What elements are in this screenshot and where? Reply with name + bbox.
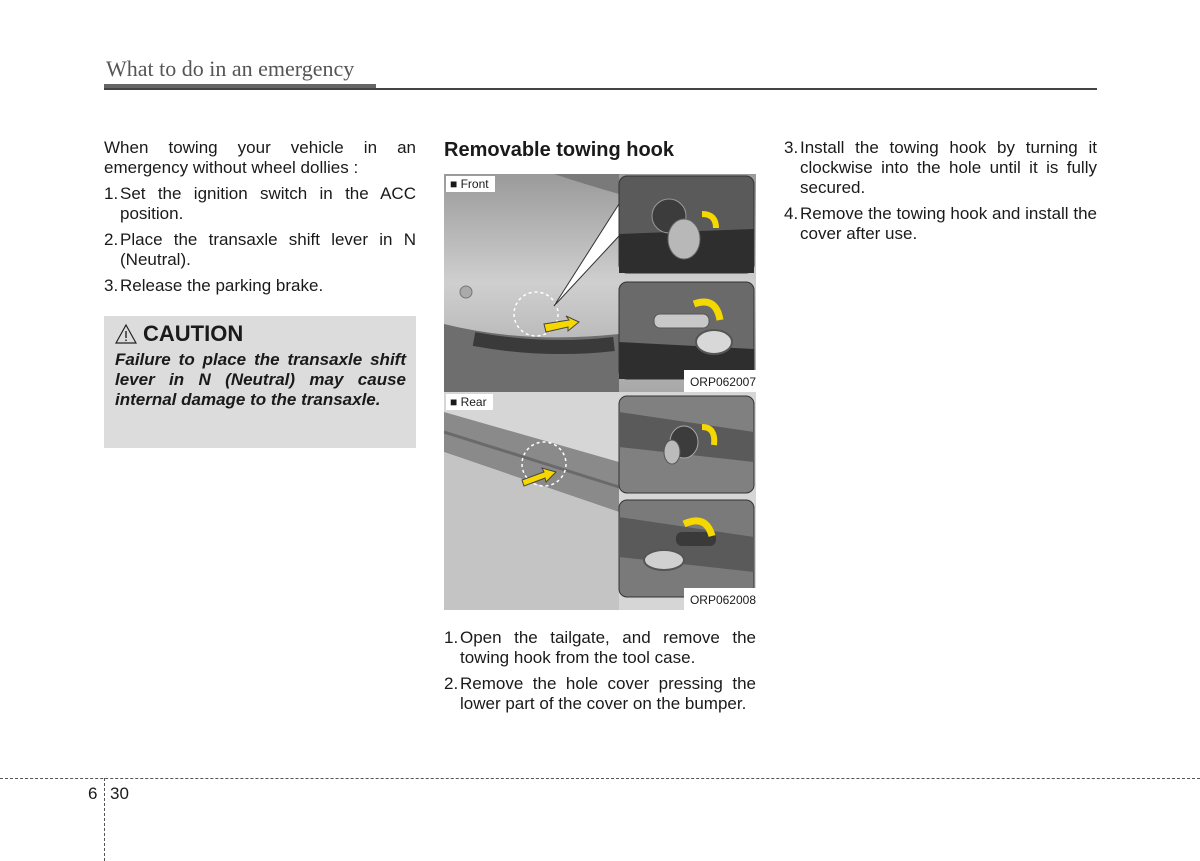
front-bumper-illustration — [444, 174, 756, 392]
footer-divider — [104, 778, 105, 861]
list-item — [104, 230, 416, 270]
list-item — [444, 628, 756, 668]
list-item — [104, 276, 416, 296]
step-text: Install the towing hook by turning it clockwise into the hole until it is fully secured. — [800, 138, 1097, 197]
caution-heading — [115, 321, 406, 346]
left-column — [104, 138, 416, 448]
figure-code: ORP062007 — [684, 370, 756, 392]
warning-triangle-icon — [115, 324, 137, 344]
front-towing-hook-figure — [444, 174, 756, 392]
header-rule — [104, 88, 1097, 90]
step-text: Place the transaxle shift lever in N (Neutral). — [120, 230, 416, 269]
section-header-title: What to do in an emergency — [106, 56, 355, 81]
right-column — [784, 138, 1097, 250]
middle-column — [444, 138, 756, 720]
rear-bumper-illustration — [444, 392, 756, 610]
list-item — [444, 674, 756, 714]
caution-title: CAUTION — [143, 321, 244, 346]
step-number: 3. — [784, 138, 799, 157]
intro-text: When towing your vehicle in an emergency without wheel dollies : — [104, 138, 416, 177]
step-text: Remove the towing hook and install the cover after use. — [800, 204, 1097, 243]
step-number: 2. — [104, 230, 119, 249]
list-item — [784, 204, 1097, 244]
rear-towing-hook-figure — [444, 392, 756, 610]
list-item — [784, 138, 1097, 198]
footer-rule — [0, 778, 1200, 779]
step-number: 2. — [444, 674, 459, 693]
step-number: 3. — [104, 276, 119, 295]
step-text: Open the tailgate, and remove the towing hook from the tool case. — [460, 628, 756, 667]
list-item — [104, 184, 416, 224]
step-number: 1. — [444, 628, 459, 647]
step-number: 1. — [104, 184, 119, 203]
figure-code: ORP062008 — [684, 588, 756, 610]
step-text: Release the parking brake. — [120, 276, 324, 295]
page-number: 30 — [110, 784, 129, 803]
caution-text: Failure to place the transaxle shift lever in N (Neutral) may cause internal damage to the transaxle. — [115, 350, 406, 409]
step-text: Remove the hole cover pressing the lower part of the cover on the bumper. — [460, 674, 756, 713]
step-number: 4. — [784, 204, 799, 223]
figure-label: ■ Rear — [446, 394, 493, 410]
figure-label: ■ Front — [446, 176, 495, 192]
chapter-number: 6 — [88, 784, 98, 803]
section-title: Removable towing hook — [444, 139, 675, 161]
step-text: Set the ignition switch in the ACC position. — [120, 184, 416, 223]
caution-box — [104, 316, 416, 448]
